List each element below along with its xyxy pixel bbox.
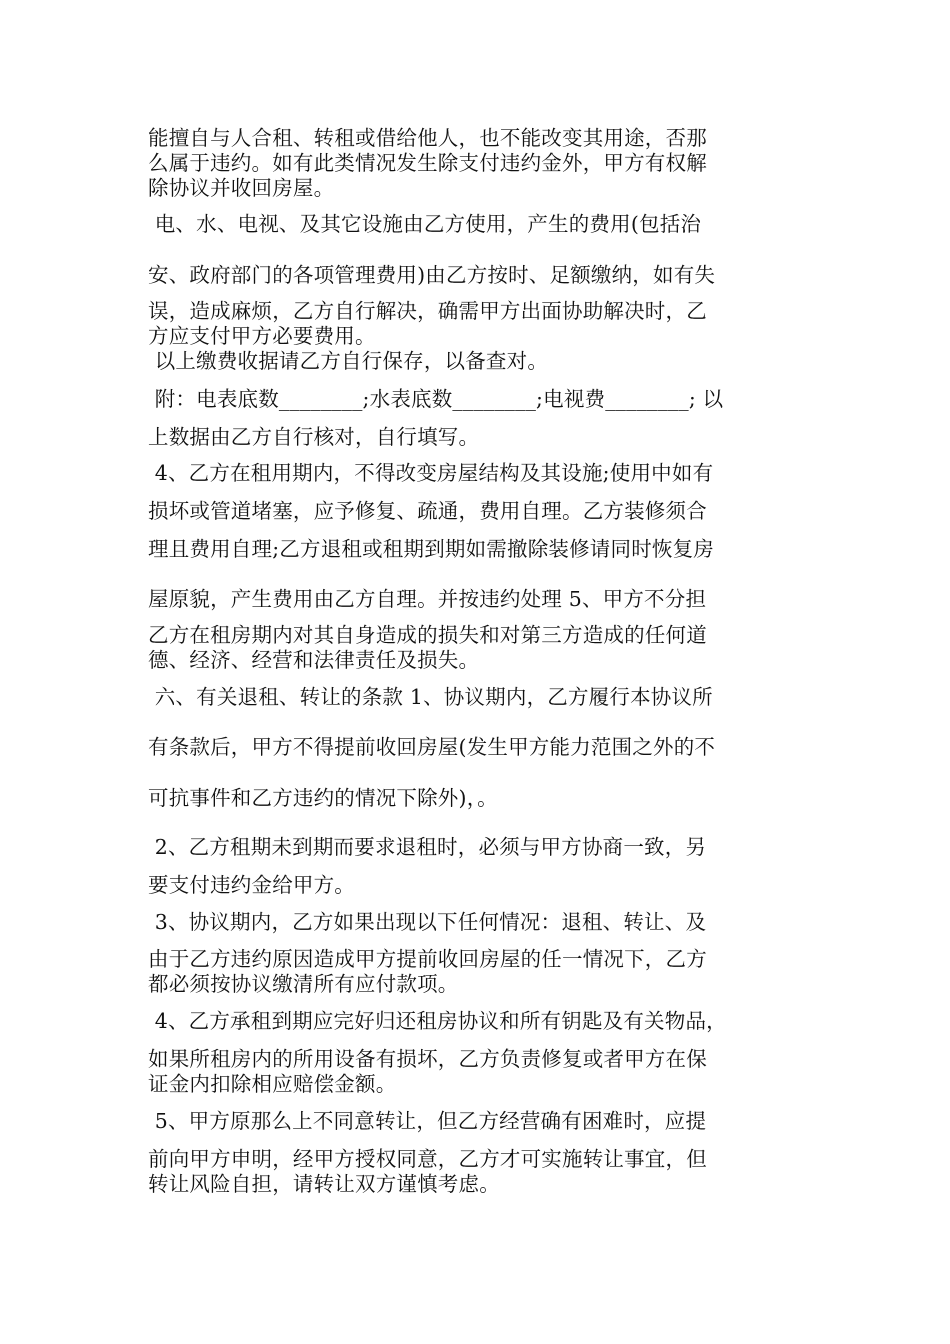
text-line: 电、水、电视、及其它设施由乙方使用，产生的费用(包括治 [148,212,702,236]
text-line: 损坏或管道堵塞，应予修复、疏通，费用自理。乙方装修须合 [148,499,707,523]
text-line: 证金内扣除相应赔偿金额。 [148,1072,397,1096]
text-line: 要支付违约金给甲方。 [148,873,355,897]
text-line: 方应支付甲方必要费用。 [148,324,376,348]
text-line: 以上缴费收据请乙方自行保存，以备查对。 [148,349,549,373]
text-line: 有条款后，甲方不得提前收回房屋(发生甲方能力范围之外的不 [148,735,716,759]
text-line: 误，造成麻烦，乙方自行解决，确需甲方出面协助解决时，乙 [148,299,707,323]
text-line: 都必须按协议缴清所有应付款项。 [148,972,459,996]
text-line: 除协议并收回房屋。 [148,176,335,200]
text-line: 理且费用自理;乙方退租或租期到期如需撤除装修请同时恢复房 [148,537,715,561]
text-line: 乙方在租房期内对其自身造成的损失和对第三方造成的任何道 [148,623,707,647]
text-line: 六、有关退租、转让的条款 1、协议期内，乙方履行本协议所 [148,685,713,709]
text-line: 可抗事件和乙方违约的情况下除外)，。 [148,786,498,810]
text-line: 如果所租房内的所用设备有损坏，乙方负责修复或者甲方在保 [148,1047,707,1071]
text-line: 能擅自与人合租、转租或借给他人，也不能改变其用途，否那 [148,126,707,150]
text-line: 前向甲方申明，经甲方授权同意，乙方才可实施转让事宜，但 [148,1147,707,1171]
text-line: 屋原貌，产生费用由乙方自理。并按违约处理 5、甲方不分担 [148,587,707,611]
text-line: 由于乙方违约原因造成甲方提前收回房屋的任一情况下，乙方 [148,947,707,971]
text-line: 5、甲方原那么上不同意转让，但乙方经营确有困难时，应提 [148,1109,707,1133]
text-line: 么属于违约。如有此类情况发生除支付违约金外，甲方有权解 [148,151,707,175]
text-line: 2、乙方租期未到期而要求退租时，必须与甲方协商一致，另 [148,835,707,859]
text-line: 附：电表底数________;水表底数________;电视费________; 以 [148,387,724,411]
text-line: 德、经济、经营和法律责任及损失。 [148,648,480,672]
text-line: 4、乙方承租到期应完好归还租房协议和所有钥匙及有关物品， [148,1009,727,1033]
text-line: 3、协议期内，乙方如果出现以下任何情况：退租、转让、及 [148,910,707,934]
text-line: 转让风险自担，请转让双方谨慎考虑。 [148,1172,500,1196]
text-line: 4、乙方在租用期内，不得改变房屋结构及其设施;使用中如有 [148,461,714,485]
text-line: 安、政府部门的各项管理费用)由乙方按时、足额缴纳，如有失 [148,263,716,287]
text-line: 上数据由乙方自行核对，自行填写。 [148,425,480,449]
